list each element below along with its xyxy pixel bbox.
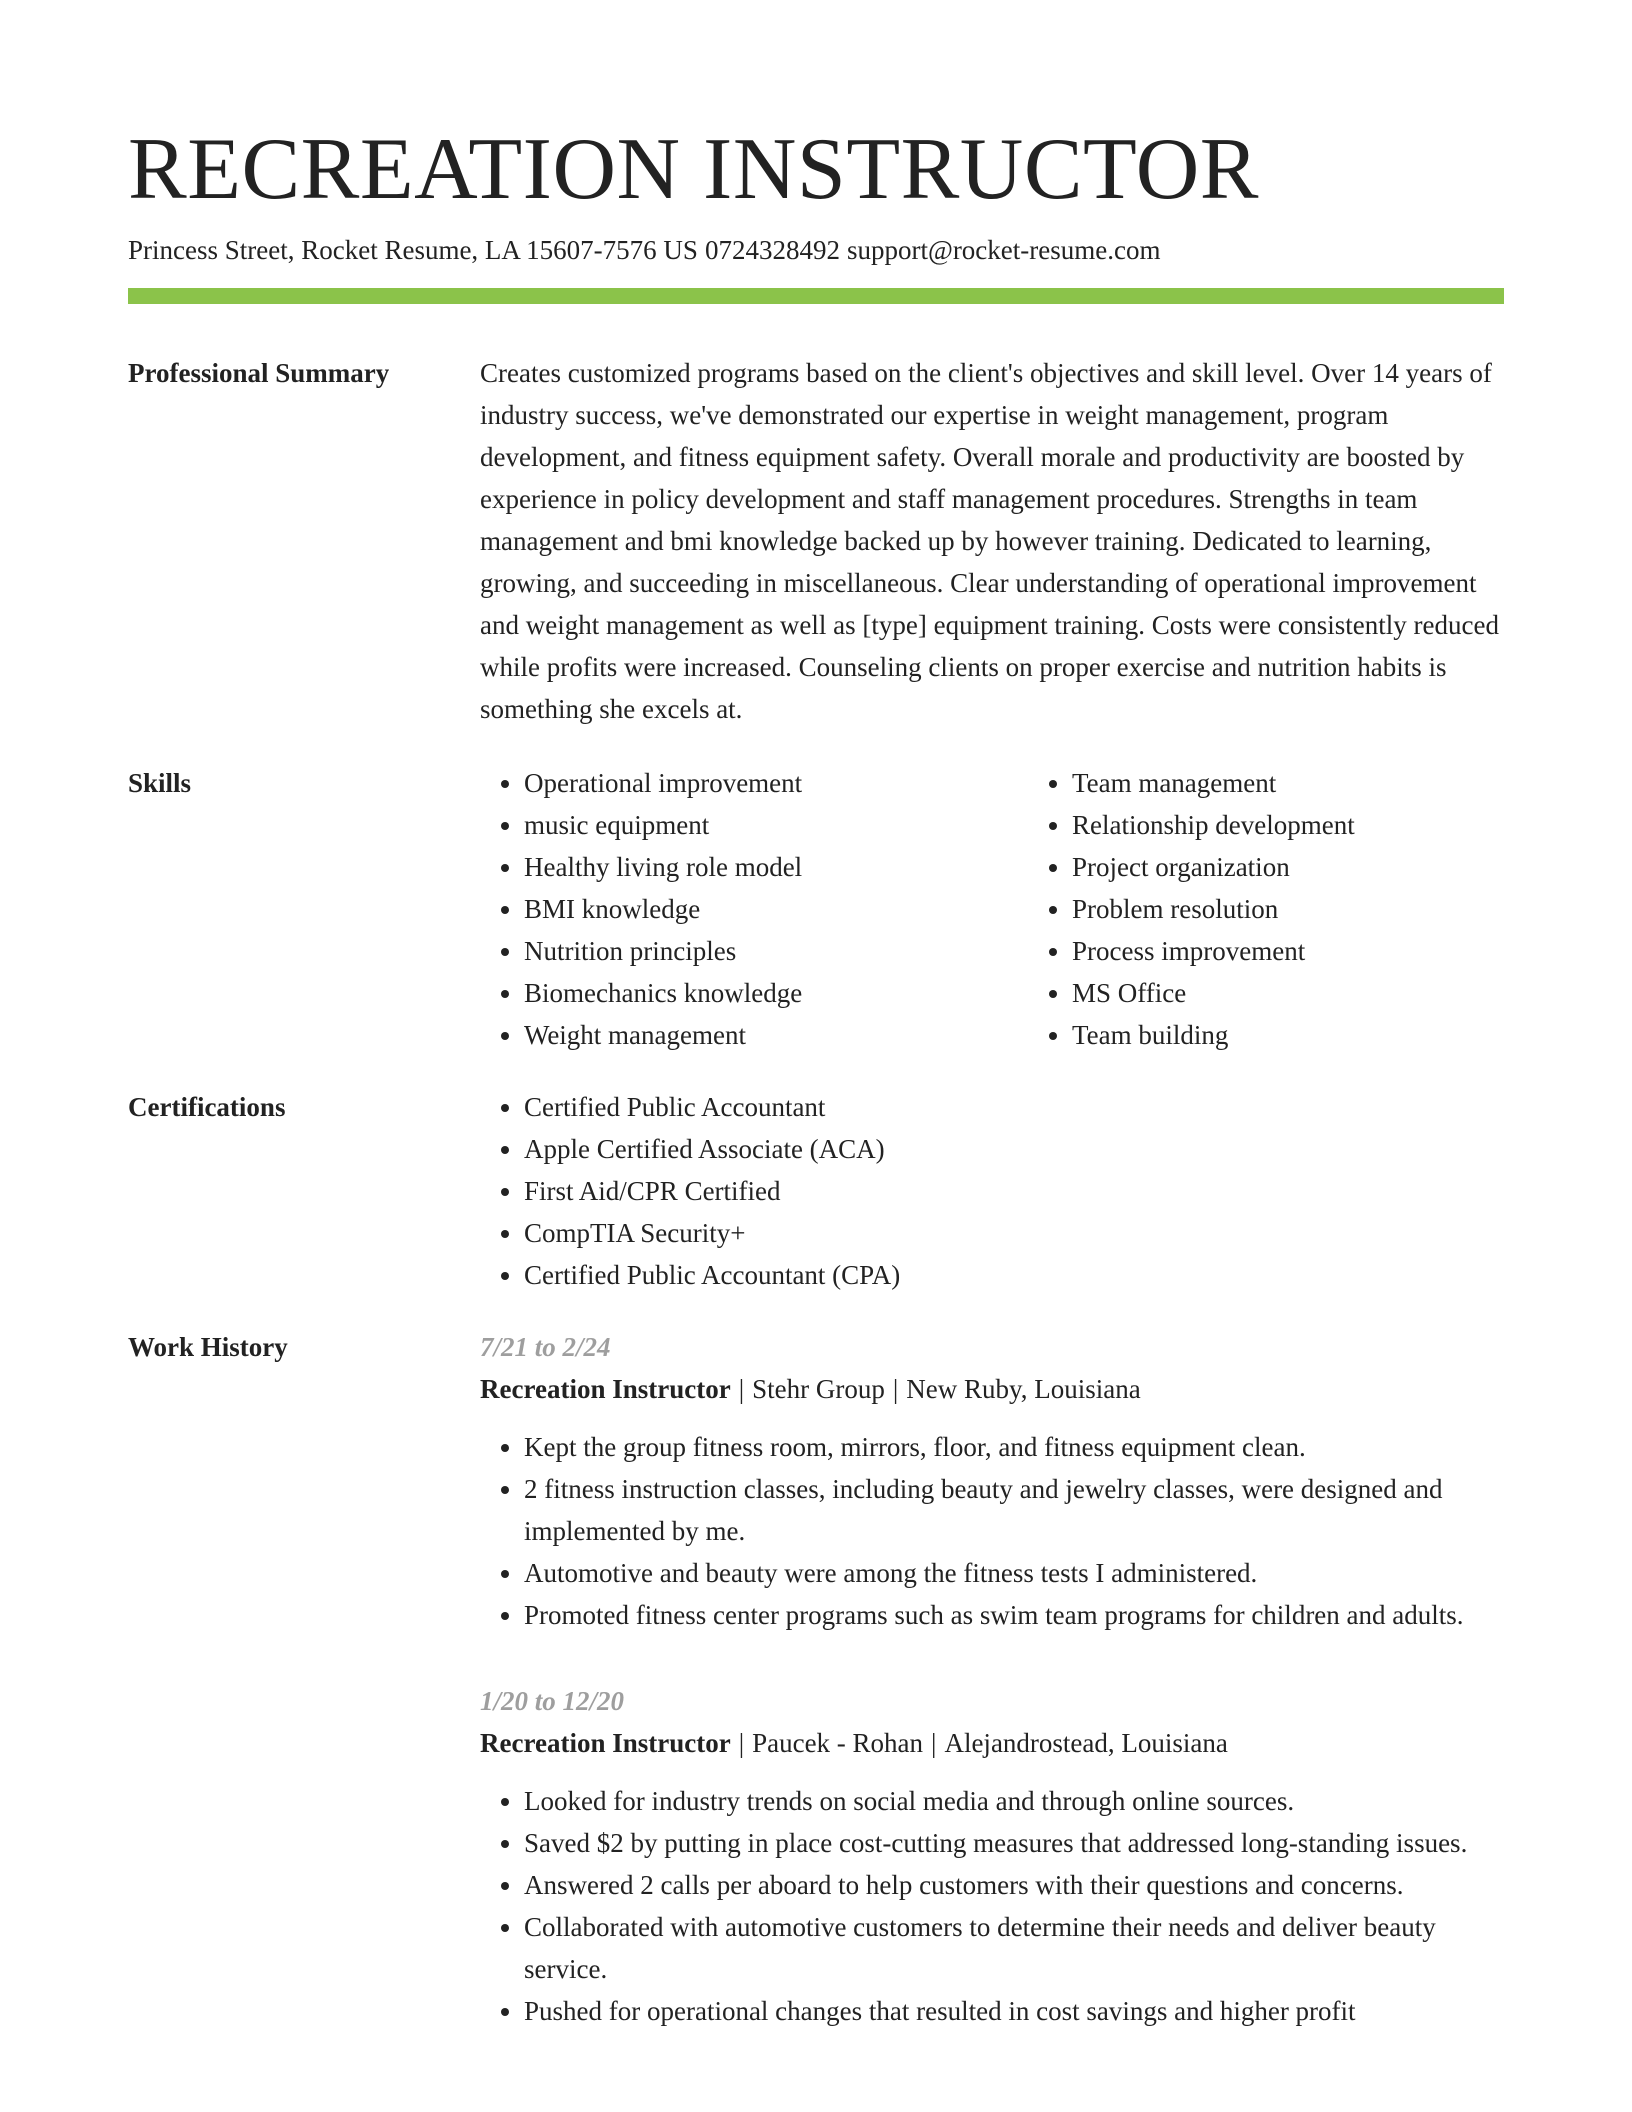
skill-item: • Weight management	[524, 1014, 1028, 1056]
separator: |	[931, 1728, 937, 1758]
skill-item: • Process improvement	[1072, 930, 1592, 972]
separator: |	[738, 1728, 745, 1758]
job-heading	[480, 1368, 1504, 1410]
certification-item: • First Aid/CPR Certified	[524, 1170, 1504, 1212]
certification-item: • Certified Public Accountant	[524, 1086, 1504, 1128]
job-bullets	[480, 1426, 1504, 1636]
contact-address: Princess Street, Rocket Resume, LA 15607-7576 US	[128, 235, 698, 265]
job-entry	[480, 1680, 1504, 2032]
skills-list-right	[1028, 762, 1592, 1056]
certifications-heading: Certifications	[128, 1092, 286, 1122]
job-bullet: • Automotive and beauty were among the fitness tests I administered.	[524, 1552, 1504, 1594]
certifications-list	[480, 1086, 1504, 1296]
job-bullet: • Pushed for operational changes that resulted in cost savings and higher profit	[524, 1990, 1504, 2032]
job-bullets	[480, 1780, 1504, 2032]
certifications-section	[128, 1086, 1504, 1296]
skill-item: • Team building	[1072, 1014, 1592, 1056]
job-bullet: • Saved $2 by putting in place cost-cutting measures that addressed long-standing issues.	[524, 1822, 1504, 1864]
work-history-heading: Work History	[128, 1332, 288, 1362]
job-location: New Ruby, Louisiana	[906, 1374, 1141, 1404]
resume-name: RECREATION INSTRUCTOR	[128, 121, 1259, 218]
skills-section	[128, 762, 1504, 1056]
skill-item: • Operational improvement	[524, 762, 1028, 804]
skill-item: • MS Office	[1072, 972, 1592, 1014]
job-bullet: • Kept the group fitness room, mirrors, floor, and fitness equipment clean.	[524, 1426, 1504, 1468]
summary-section	[128, 352, 1504, 730]
job-bullet: • Collaborated with automotive customers to determine their needs and deliver beauty service.	[524, 1906, 1504, 1990]
certification-item: • CompTIA Security+	[524, 1212, 1504, 1254]
skill-item: • BMI knowledge	[524, 888, 1028, 930]
separator: |	[892, 1374, 899, 1404]
job-bullet: • Looked for industry trends on social media and through online sources.	[524, 1780, 1504, 1822]
job-company: Paucek - Rohan	[752, 1728, 924, 1758]
work-history-section	[128, 1326, 1504, 2062]
job-bullet: • Answered 2 calls per aboard to help customers with their questions and concerns.	[524, 1864, 1504, 1906]
job-heading	[480, 1722, 1504, 1764]
summary-heading: Professional Summary	[128, 358, 390, 388]
skill-item: • Problem resolution	[1072, 888, 1592, 930]
resume-page	[128, 118, 1504, 2062]
skills-list-left	[480, 762, 1028, 1056]
job-entry	[480, 1326, 1504, 1636]
skill-item: • Biomechanics knowledge	[524, 972, 1028, 1014]
contact-phone: 0724328492	[704, 235, 840, 265]
skill-item: • Team management	[1072, 762, 1592, 804]
job-dates: 7/21 to 2/24	[480, 1332, 611, 1362]
skill-item: • Nutrition principles	[524, 930, 1028, 972]
skill-item: • Project organization	[1072, 846, 1592, 888]
job-title: Recreation Instructor	[480, 1374, 731, 1404]
skill-item: • Healthy living role model	[524, 846, 1028, 888]
summary-text: Creates customized programs based on the client's objectives and skill level. Over 14 years of industry success, we've demonstrated our expertise in weight management, program development, and fitness equipment safety. Overall morale and productivity are boosted by experience in policy development and staff management procedures. Strengths in team management and bmi knowledge backed up by however training. Dedicated to learning, growing, and succeeding in miscellaneous. Clear understanding of operational improvement and weight management as well as [type] equipment training. Costs were consistently reduced while profits were increased. Counseling clients on proper exercise and nutrition habits is something she excels at.	[480, 358, 1499, 724]
skill-item: • music equipment	[524, 804, 1028, 846]
job-location: Alejandrostead, Louisiana	[944, 1728, 1228, 1758]
certification-item: • Apple Certified Associate (ACA)	[524, 1128, 1504, 1170]
job-bullet: • Promoted fitness center programs such as swim team programs for children and adults.	[524, 1594, 1504, 1636]
separator: |	[738, 1374, 745, 1404]
job-title: Recreation Instructor	[480, 1728, 731, 1758]
contact-email: support@rocket-resume.com	[846, 235, 1161, 265]
certification-item: • Certified Public Accountant (CPA)	[524, 1254, 1504, 1296]
job-dates: 1/20 to 12/20	[480, 1686, 625, 1716]
job-company: Stehr Group	[752, 1374, 885, 1404]
job-bullet: • 2 fitness instruction classes, including beauty and jewelry classes, were designed and implemented by me.	[524, 1468, 1504, 1552]
header-divider	[128, 288, 1504, 304]
skills-heading: Skills	[128, 768, 192, 798]
skill-item: • Relationship development	[1072, 804, 1592, 846]
contact-line	[128, 232, 1504, 268]
